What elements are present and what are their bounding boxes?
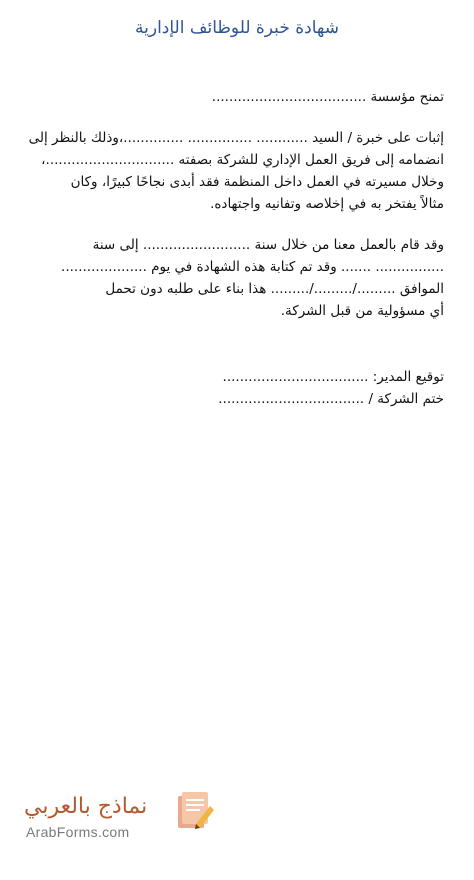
text-line: أي مسؤولية من قبل الشركة.: [280, 303, 444, 319]
text-line: إثبات على خبرة / السيد ............ ............... ..............،وذلك بالنظر إلى: [28, 130, 444, 146]
brand-name-latin: ArabForms.com: [26, 824, 130, 840]
company-stamp-line: ختم الشركة / ..................................: [218, 391, 444, 407]
manager-signature-line: توقيع المدير: ..................................: [222, 369, 444, 385]
text-line: الموافق ........./........./......... هذا بناء على طلبه دون تحمل: [105, 281, 444, 297]
experience-paragraph: [26, 127, 444, 215]
period-paragraph: [26, 234, 444, 322]
document-body: [26, 86, 444, 410]
document-pencil-icon: [174, 790, 214, 834]
text-line: وقد قام بالعمل معنا من خلال سنة ......................... إلى سنة: [92, 237, 444, 253]
brand-name-arabic: نماذج بالعربي: [24, 794, 148, 819]
grant-line: تمنح مؤسسة ....................................: [211, 89, 444, 105]
text-line: انضمامه إلى فريق العمل الإداري للشركة بصفته ..............................،: [41, 152, 444, 168]
document-title: شهادة خبرة للوظائف الإدارية: [135, 18, 339, 38]
text-line: مثالاً يفتخر به في إخلاصه وتفانيه واجتهاده.: [210, 196, 444, 212]
text-line: ................ ....... وقد تم كتابة هذه الشهادة في يوم ....................: [61, 259, 444, 275]
text-line: وخلال مسيرته في العمل داخل المنظمة فقد أبدى نجاحًا كبيرًا، وكان: [70, 174, 444, 190]
brand-watermark: [20, 790, 220, 850]
